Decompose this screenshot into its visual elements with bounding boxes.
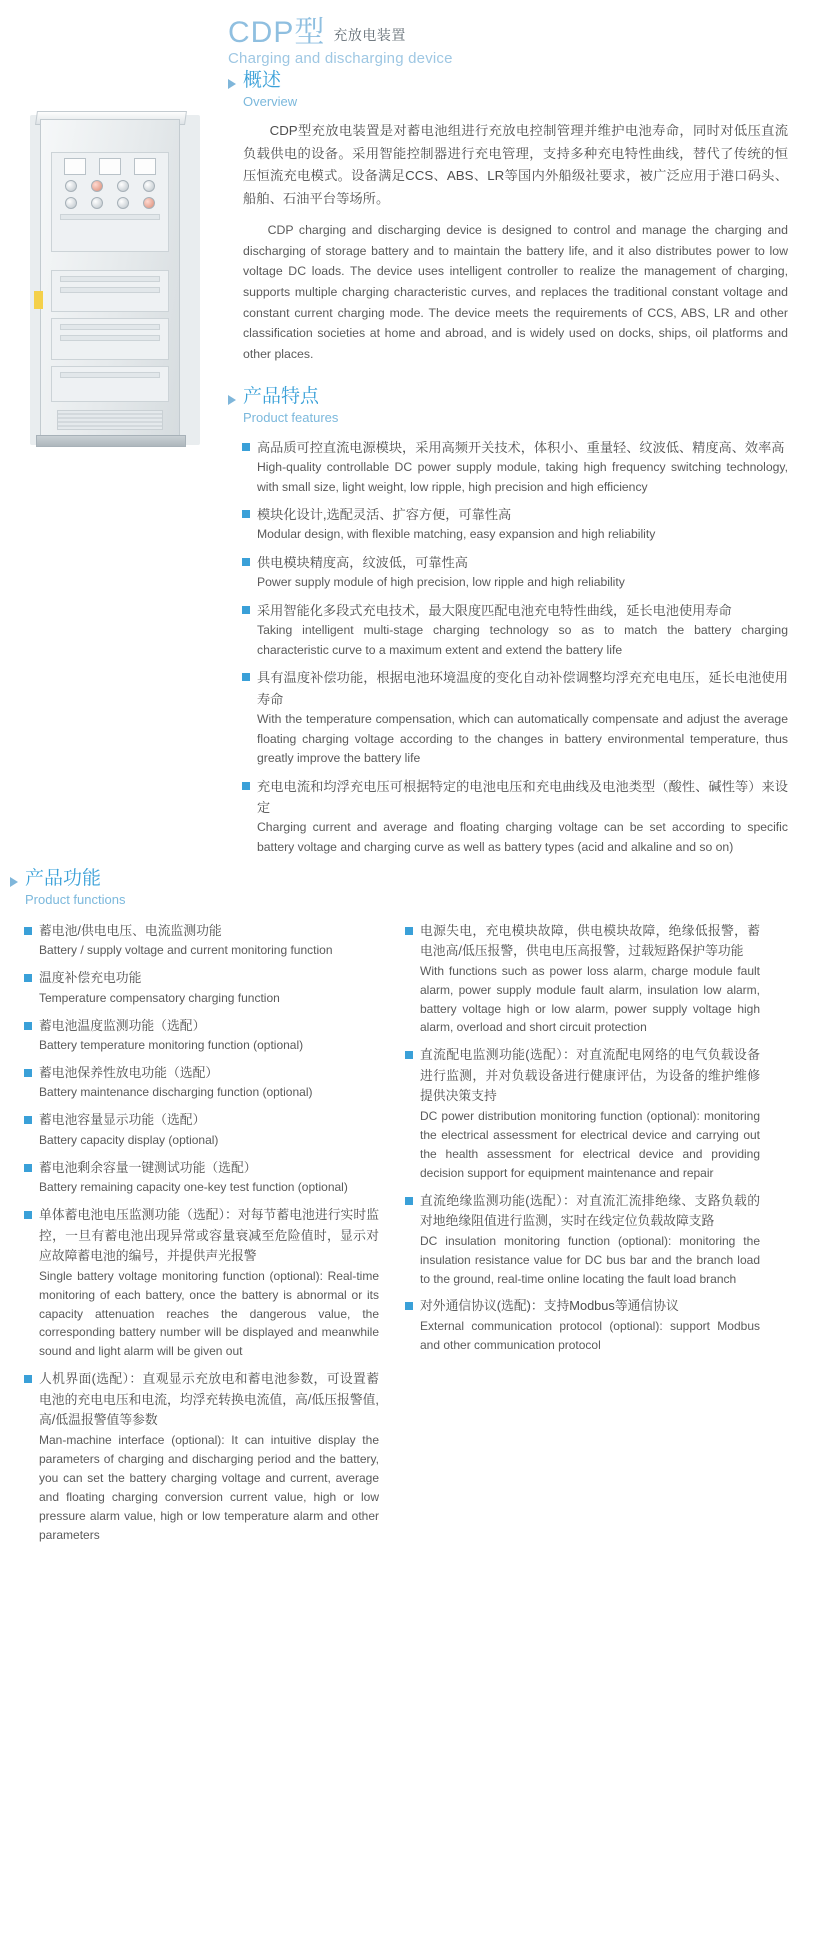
function-text-cn: 直流绝缘监测功能(选配）：对直流汇流排绝缘、支路负载的对地绝缘阻值进行监测，实时在线定位负载故障支路	[420, 1192, 760, 1229]
function-text-cn: 直流配电监测功能(选配）：对直流配电网络的电气负载设备进行监测，并对负载设备进行健康评估，为设备的维护维修提供决策支持	[420, 1047, 760, 1104]
knob-row	[52, 192, 168, 209]
panel-slot	[60, 287, 160, 293]
cabinet-drawer	[51, 318, 169, 360]
feature-text-cn: 模块化设计,选配灵活、扩容方便，可靠性高	[257, 507, 512, 523]
section-features	[228, 386, 788, 864]
panel-slot	[60, 372, 160, 378]
function-text-en: Single battery voltage monitoring function (optional): Real-time monitoring of each battery, once the battery is abnormal or its capacity attenuation reaches the dangerous value, the corresponding battery number will be displayed and meanwhile sound and light alarm will be given out	[39, 1268, 379, 1359]
function-cn	[24, 1205, 379, 1266]
feature-text-en: High-quality controllable DC power supply module, taking high frequency switching technology, with small size, light weight, low ripple, high precision and high efficiency	[257, 460, 788, 494]
list-item	[242, 504, 788, 545]
function-text-cn: 蓄电池温度监测功能（选配）	[39, 1017, 206, 1033]
panel-slot	[60, 214, 160, 220]
function-text-en: Man-machine interface (optional): It can intuitive display the parameters of charging and discharging period and the battery, you can set the battery charging voltage and current, average and floating charging conversion current value, high or low pressure alarm value, high or low temperature alarm and other parameters	[39, 1432, 379, 1542]
function-cn	[24, 1110, 379, 1130]
function-text-en: DC insulation monitoring function (optional): monitoring the insulation resistance value for DC bus bar and the branch load to the ground, real-time online locating the fault load branch	[420, 1233, 760, 1286]
overview-heading-en: Overview	[243, 93, 298, 109]
feature-text-en: With the temperature compensation, which can automatically compensate and adjust the average floating charging voltage according to the changes in battery environmental temperature, thus greatly improve the battery life	[257, 712, 788, 766]
features-heading	[228, 386, 788, 427]
square-bullet-icon	[24, 927, 32, 935]
cabinet-drawer	[51, 366, 169, 402]
feature-text-cn: 充电电流和均浮充电压可根据特定的电池电压和充电曲线及电池类型（酸性、碱性等）来设定	[257, 778, 788, 815]
square-bullet-icon	[242, 510, 250, 518]
control-knob	[65, 180, 77, 192]
page-subtitle-cn: 充放电装置	[333, 27, 406, 43]
function-cn	[405, 1296, 760, 1316]
square-bullet-icon	[242, 443, 250, 451]
triangle-bullet-icon	[228, 79, 236, 89]
title-row	[228, 18, 788, 48]
function-text-en: Battery capacity display (optional)	[39, 1132, 219, 1147]
control-knob	[117, 180, 129, 192]
function-cn	[405, 921, 760, 962]
function-text-cn: 蓄电池容量显示功能（选配）	[39, 1112, 206, 1128]
feature-cn	[242, 600, 788, 621]
square-bullet-icon	[242, 782, 250, 790]
cabinet-base	[36, 435, 186, 447]
functions-column-right	[405, 921, 760, 1553]
square-bullet-icon	[24, 1022, 32, 1030]
square-bullet-icon	[24, 1164, 32, 1172]
product-image	[22, 105, 212, 455]
meter-gauge	[134, 158, 156, 175]
list-item	[24, 1205, 379, 1361]
functions-heading	[10, 868, 820, 909]
control-knob	[65, 197, 77, 209]
list-item	[24, 1110, 379, 1149]
functions-heading-cn: 产品功能	[25, 868, 102, 889]
feature-cn	[242, 437, 788, 458]
function-cn	[24, 968, 379, 988]
list-item	[405, 1191, 760, 1289]
square-bullet-icon	[242, 673, 250, 681]
page-title-en: Charging and discharging device	[228, 50, 453, 67]
meter-gauge	[99, 158, 121, 175]
panel-slot	[60, 324, 160, 330]
list-item	[24, 921, 379, 960]
feature-text-en: Modular design, with flexible matching, easy expansion and high reliability	[257, 527, 656, 542]
function-text-en: Battery / supply voltage and current monitoring function	[39, 943, 333, 958]
control-knob	[143, 180, 155, 192]
function-cn	[24, 1369, 379, 1430]
feature-text-en: Charging current and average and floating charging voltage can be set according to specific battery voltage and charging curve as well as battery types (acid and alkaline and so on)	[257, 820, 788, 854]
function-cn	[24, 1063, 379, 1083]
feature-cn	[242, 504, 788, 525]
feature-text-en: Power supply module of high precision, low ripple and high reliability	[257, 575, 625, 590]
function-text-cn: 人机界面(选配）：直观显示充放电和蓄电池参数，可设置蓄电池的充电电压和电流，均浮充转换电流值，高/低压报警值, 高/低温报警值等参数	[39, 1371, 379, 1428]
overview-heading	[228, 70, 788, 111]
cabinet-drawer	[51, 270, 169, 312]
overview-heading-cn: 概述	[243, 70, 282, 91]
list-item	[24, 1016, 379, 1055]
feature-text-cn: 具有温度补偿功能，根据电池环境温度的变化自动补偿调整均浮充充电电压，延长电池使用寿命	[257, 670, 788, 707]
cabinet-instrument-panel	[51, 152, 169, 252]
list-item	[242, 552, 788, 593]
function-text-cn: 温度补偿充电功能	[39, 970, 142, 986]
function-cn	[24, 1158, 379, 1178]
list-item	[242, 776, 788, 858]
square-bullet-icon	[24, 1211, 32, 1219]
functions-heading-en: Product functions	[25, 891, 126, 907]
function-cn	[405, 1045, 760, 1106]
function-text-en: Temperature compensatory charging function	[39, 990, 280, 1005]
function-cn	[24, 921, 379, 941]
list-item	[24, 1369, 379, 1544]
square-bullet-icon	[405, 1051, 413, 1059]
page-title-cn: CDP型	[228, 16, 326, 49]
features-heading-cn: 产品特点	[243, 386, 320, 407]
panel-slot	[60, 335, 160, 341]
square-bullet-icon	[405, 1197, 413, 1205]
function-cn	[24, 1016, 379, 1036]
overview-paragraph-en: CDP charging and discharging device is designed to control and manage the charging and discharging of storage battery and to maintain the battery life, and it also distributes power to low voltage DC loads. The device uses intelligent controller to realize the management of charging, supports multiple charging characteristic curves, and replaces the traditional constant voltage and constant current charging mode. The device meets the requirements of CCS, ABS, LR and other classification societies at home and abroad, and is widely used on docks, ships, oil platforms and other places.	[243, 223, 788, 362]
function-text-cn: 蓄电池/供电电压、电流监测功能	[39, 922, 222, 938]
panel-slot	[60, 276, 160, 282]
functions-columns	[24, 921, 820, 1553]
square-bullet-icon	[242, 558, 250, 566]
feature-cn	[242, 776, 788, 819]
function-text-en: Battery temperature monitoring function (optional)	[39, 1038, 304, 1052]
square-bullet-icon	[24, 1069, 32, 1077]
control-knob	[91, 197, 103, 209]
cabinet-label-tag	[34, 291, 43, 309]
function-text-cn: 电源失电，充电模块故障，供电模块故障，绝缘低报警，蓄电池高/低压报警，供电电压高报警，过载短路保护等功能	[420, 922, 760, 959]
list-item	[242, 437, 788, 497]
list-item	[405, 921, 760, 1038]
square-bullet-icon	[405, 927, 413, 935]
feature-cn	[242, 552, 788, 573]
features-list	[242, 437, 788, 858]
function-cn	[405, 1191, 760, 1232]
list-item	[242, 667, 788, 768]
triangle-bullet-icon	[228, 395, 236, 405]
function-text-en: Battery remaining capacity one-key test function (optional)	[39, 1180, 348, 1195]
features-heading-en: Product features	[243, 409, 339, 425]
control-knob	[143, 197, 155, 209]
function-text-cn: 蓄电池保养性放电功能（选配）	[39, 1064, 219, 1080]
list-item	[24, 1158, 379, 1197]
knob-row	[52, 175, 168, 192]
overview-paragraph-cn: CDP型充放电装置是对蓄电池组进行充放电控制管理并维护电池寿命，同时对低压直流负载供电的设备。采用智能控制器进行充电管理，支持多种充电特性曲线，替代了传统的恒压恒流充电模式。设备满足CCS、ABS、LR等国内外船级社要求，被广泛应用于港口码头、船舶、石油平台等场所。	[243, 122, 788, 207]
function-text-cn: 单体蓄电池电压监测功能（选配）：对每节蓄电池进行实时监控，一旦有蓄电池出现异常或容量衰减至危险值时，显示对应故障蓄电池的编号，并提供声光报警	[39, 1207, 379, 1264]
function-text-en: DC power distribution monitoring function (optional): monitoring the electrical assessment for electrical device and carrying out the health assessment for electrical device and providing decision support for equipment maintenance and repair	[420, 1108, 760, 1180]
function-text-en: Battery maintenance discharging function (optional)	[39, 1085, 313, 1100]
feature-text-en: Taking intelligent multi-stage charging technology so as to match the battery charging characteristic curve to a maximum extent and extend the battery life	[257, 623, 788, 657]
function-text-en: External communication protocol (optional): support Modbus and other communication protocol	[420, 1318, 760, 1352]
list-item	[24, 968, 379, 1007]
triangle-bullet-icon	[10, 877, 18, 887]
function-text-en: With functions such as power loss alarm, charge module fault alarm, power supply module fault alarm, insulation low alarm, battery voltage high or low alarm, power supply voltage high alarm, overload and short circuit protection	[420, 963, 760, 1035]
square-bullet-icon	[24, 974, 32, 982]
square-bullet-icon	[405, 1302, 413, 1310]
section-functions	[10, 868, 820, 1553]
functions-column-left	[24, 921, 379, 1553]
cabinet-vent	[57, 410, 163, 430]
feature-text-cn: 高品质可控直流电源模块，采用高频开关技术，体积小、重量轻、纹波低、精度高、效率高	[257, 439, 785, 455]
feature-text-cn: 采用智能化多段式充电技术，最大限度匹配电池充电特性曲线，延长电池使用寿命	[257, 602, 732, 618]
overview-body	[243, 120, 788, 365]
square-bullet-icon	[242, 606, 250, 614]
meter-gauge	[64, 158, 86, 175]
function-text-cn: 蓄电池剩余容量一键测试功能（选配）	[39, 1159, 257, 1175]
list-item	[242, 600, 788, 660]
square-bullet-icon	[24, 1116, 32, 1124]
list-item	[24, 1063, 379, 1102]
control-knob	[91, 180, 103, 192]
function-text-cn: 对外通信协议(选配)：支持Modbus等通信协议	[420, 1298, 679, 1314]
page-header	[228, 18, 788, 67]
feature-cn	[242, 667, 788, 710]
control-knob	[117, 197, 129, 209]
list-item	[405, 1296, 760, 1354]
cabinet-body	[40, 119, 180, 439]
section-overview	[228, 70, 788, 365]
list-item	[405, 1045, 760, 1182]
feature-text-cn: 供电模块精度高，纹波低，可靠性高	[257, 554, 468, 570]
meter-row	[52, 153, 168, 175]
square-bullet-icon	[24, 1375, 32, 1383]
